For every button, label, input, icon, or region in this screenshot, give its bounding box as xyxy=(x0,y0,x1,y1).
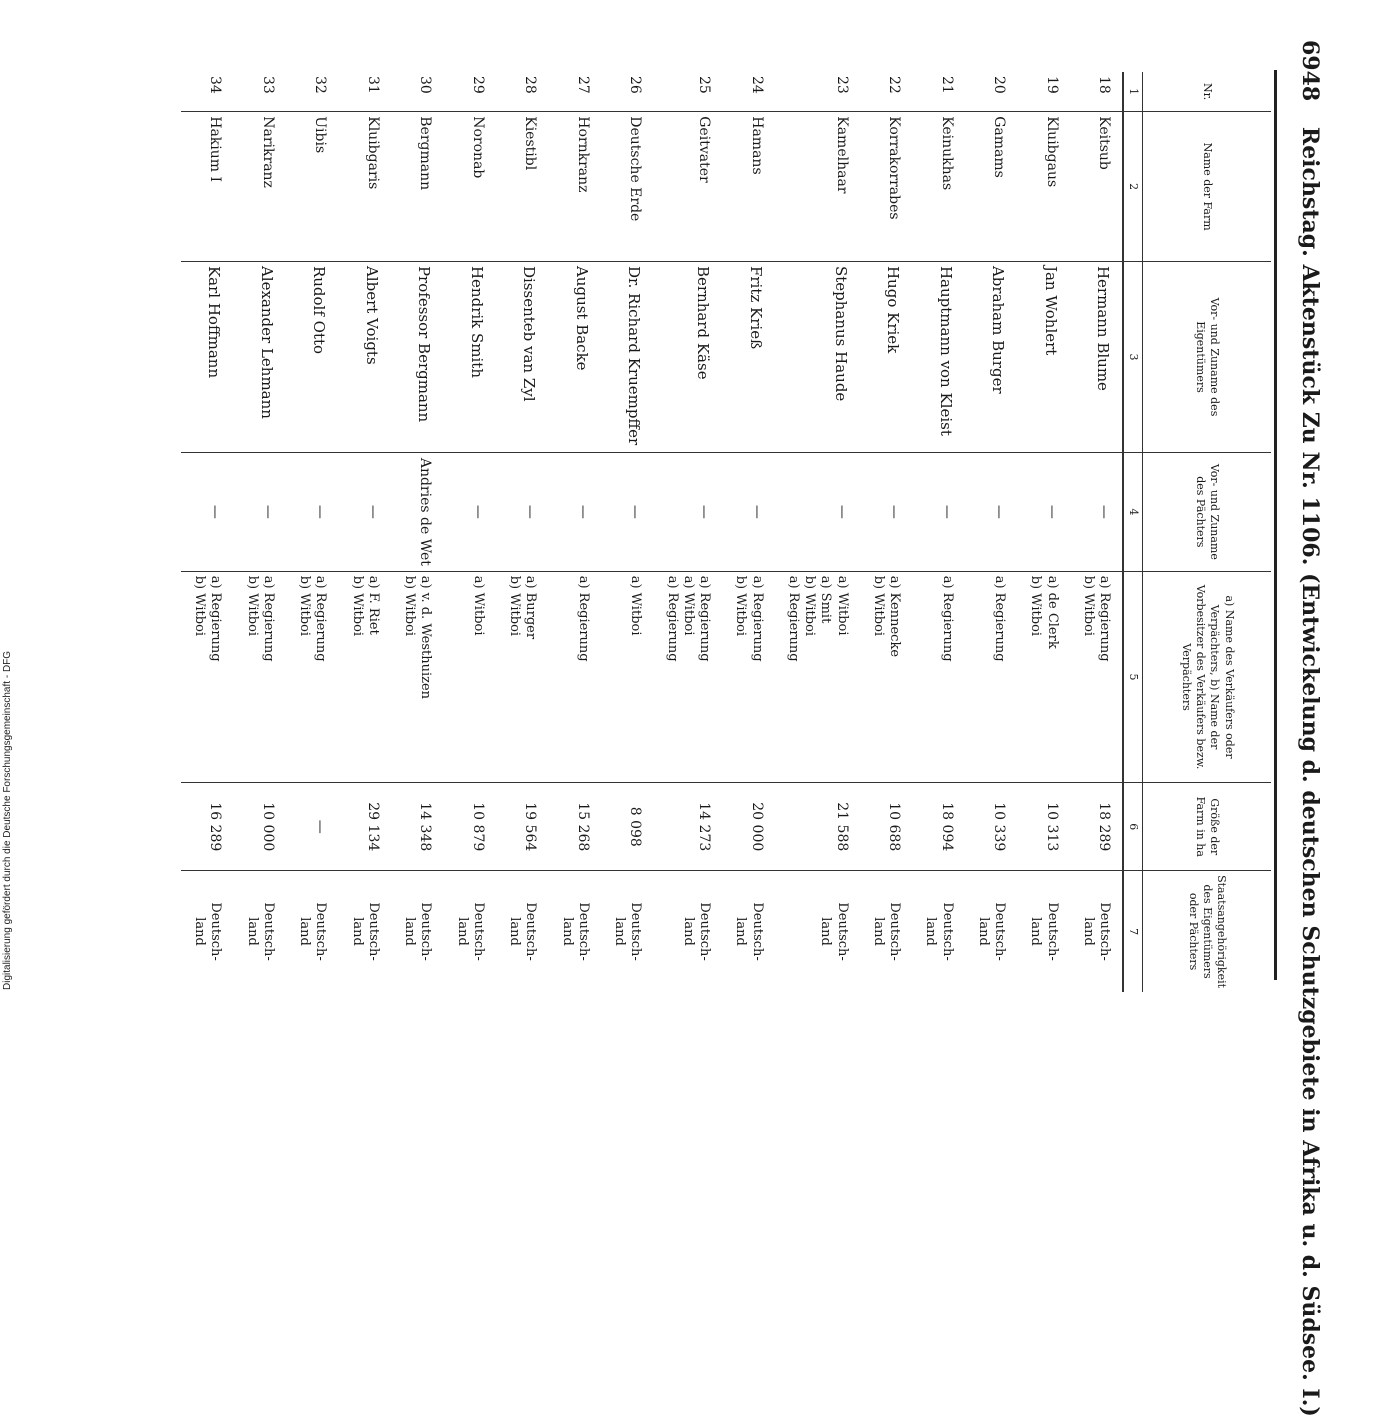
table-row xyxy=(444,72,497,992)
col-num-6: 6 xyxy=(1123,783,1142,871)
cell-owner: Dr. Richard Kruempffer xyxy=(601,261,654,452)
cell-seller: a) Witboi xyxy=(444,571,497,783)
cell-nationality: Deutsch- land xyxy=(923,902,955,961)
cell-tenant: Andries de Wet xyxy=(391,452,444,571)
cell-nationality: Deutsch- land xyxy=(733,902,765,961)
col-num-5: 5 xyxy=(1123,571,1142,783)
cell-owner: Professor Bergmann xyxy=(391,261,444,452)
cell-nationality: Deutsch- land xyxy=(1028,902,1060,961)
cell-owner: Fritz Krieß xyxy=(722,261,775,452)
col-header-tenant: Vor- und Zuname des Pächters xyxy=(1143,452,1272,571)
cell-size: 10 339 xyxy=(965,783,1018,871)
cell-seller: a) Regierung b) Witboi xyxy=(722,571,775,783)
cell-farm-name: Narikranz xyxy=(234,112,287,262)
cell-tenant: — xyxy=(722,452,775,571)
cell-farm-name: Uibis xyxy=(286,112,339,262)
cell-owner: Hugo Kriek xyxy=(860,261,913,452)
cell-owner: Hauptmann von Kleist xyxy=(912,261,965,452)
cell-size: — xyxy=(286,783,339,871)
cell-size: 19 564 xyxy=(496,783,549,871)
table-body xyxy=(181,72,1123,992)
cell-nr: 27 xyxy=(549,72,602,112)
cell-nr: 24 xyxy=(722,72,775,112)
cell-nr: 23 xyxy=(775,72,860,112)
col-num-1: 1 xyxy=(1123,72,1142,112)
cell-tenant: — xyxy=(860,452,913,571)
cell-seller: a) Burger b) Witboi xyxy=(496,571,549,783)
cell-farm-name: Keinukhas xyxy=(912,112,965,262)
cell-tenant: — xyxy=(181,452,234,571)
cell-farm-name: Kluibgaris xyxy=(339,112,392,262)
cell-seller: a) F. Riet b) Witboi xyxy=(339,571,392,783)
cell-tenant: — xyxy=(444,452,497,571)
cell-farm-name: Kiestibl xyxy=(496,112,549,262)
table-row xyxy=(391,72,444,992)
cell-tenant: — xyxy=(965,452,1018,571)
table-row xyxy=(722,72,775,992)
table-row xyxy=(549,72,602,992)
cell-nr: 26 xyxy=(601,72,654,112)
cell-farm-name: Gamams xyxy=(965,112,1018,262)
cell-nr: 29 xyxy=(444,72,497,112)
table-row xyxy=(234,72,287,992)
col-header-owner: Vor- und Zuname des Eigentümers xyxy=(1143,261,1272,452)
cell-seller: a) Witboi xyxy=(601,571,654,783)
cell-farm-name: Kamelhaar xyxy=(775,112,860,262)
cell-tenant: — xyxy=(654,452,723,571)
cell-owner: Rudolf Otto xyxy=(286,261,339,452)
header-rule xyxy=(1274,70,1277,980)
page-title: Reichstag. Aktenstück Zu Nr. 1106. (Entwickelung d. deutschen Schutzgebiete in Afrika u. d. Südsee. I.) xyxy=(1297,126,1323,1417)
cell-nr: 18 xyxy=(1070,72,1124,112)
table-row xyxy=(1070,72,1124,992)
cell-size: 8 098 xyxy=(601,783,654,871)
cell-farm-name: Korrakorrabes xyxy=(860,112,913,262)
cell-nr: 28 xyxy=(496,72,549,112)
table-row xyxy=(601,72,654,992)
cell-tenant: — xyxy=(286,452,339,571)
cell-seller: a) Regierung a) Witboi a) Regierung xyxy=(654,571,723,783)
cell-tenant: — xyxy=(1017,452,1070,571)
cell-seller: a) Regierung b) Witboi xyxy=(1070,571,1124,783)
cell-tenant: — xyxy=(601,452,654,571)
cell-farm-name: Hamans xyxy=(722,112,775,262)
cell-farm-name: Geitvater xyxy=(654,112,723,262)
cell-seller: a) de Clerk b) Witboi xyxy=(1017,571,1070,783)
cell-owner: Karl Hoffmann xyxy=(181,261,234,452)
cell-tenant: — xyxy=(775,452,860,571)
cell-owner: Stephanus Haude xyxy=(775,261,860,452)
cell-nr: 31 xyxy=(339,72,392,112)
cell-size: 18 094 xyxy=(912,783,965,871)
cell-nr: 25 xyxy=(654,72,723,112)
cell-farm-name: Noronab xyxy=(444,112,497,262)
cell-seller: a) Regierung b) Witboi xyxy=(234,571,287,783)
cell-nationality: Deutsch- land xyxy=(454,902,486,961)
table-row xyxy=(775,72,860,992)
cell-tenant: — xyxy=(1070,452,1124,571)
column-number-row xyxy=(1123,72,1142,992)
cell-tenant: — xyxy=(912,452,965,571)
cell-nationality: Deutsch- land xyxy=(402,902,434,961)
col-num-2: 2 xyxy=(1123,112,1142,262)
footer-credit xyxy=(0,0,20,1000)
cell-owner: Alexander Lehmann xyxy=(234,261,287,452)
col-header-nr: Nr. xyxy=(1143,72,1272,112)
cell-size: 10 688 xyxy=(860,783,913,871)
table-row xyxy=(860,72,913,992)
cell-nr: 33 xyxy=(234,72,287,112)
footer-text: Digitalisierung gefördert durch die Deutsche Forschungsgemeinschaft - DFG xyxy=(2,650,13,990)
page-number: 6948 xyxy=(1297,40,1323,102)
cell-nationality: Deutsch- land xyxy=(192,902,224,961)
table-header-row xyxy=(1143,72,1272,992)
col-num-3: 3 xyxy=(1123,261,1142,452)
cell-nr: 30 xyxy=(391,72,444,112)
cell-size: 10 000 xyxy=(234,783,287,871)
cell-seller: a) Regierung xyxy=(912,571,965,783)
cell-nr: 21 xyxy=(912,72,965,112)
table-row xyxy=(339,72,392,992)
cell-nationality: Deutsch- land xyxy=(349,902,381,961)
cell-size: 20 000 xyxy=(722,783,775,871)
cell-size: 14 348 xyxy=(391,783,444,871)
cell-nr: 32 xyxy=(286,72,339,112)
cell-size: 16 289 xyxy=(181,783,234,871)
cell-owner: Dissenteb van Zyl xyxy=(496,261,549,452)
cell-nationality: Deutsch- land xyxy=(818,902,850,961)
cell-seller: a) Regierung b) Witboi xyxy=(286,571,339,783)
cell-nationality: Deutsch- land xyxy=(507,902,539,961)
cell-farm-name: Hornkranz xyxy=(549,112,602,262)
cell-farm-name: Bergmann xyxy=(391,112,444,262)
cell-owner: Hendrik Smith xyxy=(444,261,497,452)
col-num-7: 7 xyxy=(1123,871,1142,992)
cell-seller: a) Regierung xyxy=(549,571,602,783)
cell-nationality: Deutsch- land xyxy=(297,902,329,961)
col-header-farm: Name der Farm xyxy=(1143,112,1272,262)
farm-table xyxy=(181,72,1271,992)
table-row xyxy=(496,72,549,992)
cell-farm-name: Keitsub xyxy=(1070,112,1124,262)
cell-owner: Abraham Burger xyxy=(965,261,1018,452)
cell-nationality: Deutsch- land xyxy=(612,902,644,961)
table-row xyxy=(912,72,965,992)
table-row xyxy=(654,72,723,992)
cell-owner: Jan Wohlert xyxy=(1017,261,1070,452)
cell-size: 14 273 xyxy=(654,783,723,871)
col-header-size: Größe der Farm in ha xyxy=(1143,783,1272,871)
cell-owner: Hermann Blume xyxy=(1070,261,1124,452)
col-header-seller: a) Name des Verkäufers oder Verpächters, b) Name der Vorbesitzer des Verkäufers bezw. Verpächters xyxy=(1143,571,1272,783)
cell-tenant: — xyxy=(339,452,392,571)
col-num-4: 4 xyxy=(1123,452,1142,571)
cell-tenant: — xyxy=(549,452,602,571)
table-row xyxy=(1017,72,1070,992)
cell-nr: 34 xyxy=(181,72,234,112)
cell-owner: Bernhard Käse xyxy=(654,261,723,452)
cell-size: 18 289 xyxy=(1070,783,1124,871)
cell-nr: 19 xyxy=(1017,72,1070,112)
table-row xyxy=(286,72,339,992)
cell-nationality: Deutsch- land xyxy=(871,902,903,961)
cell-size: 29 134 xyxy=(339,783,392,871)
cell-nationality: Deutsch- land xyxy=(976,902,1008,961)
cell-size: 21 588 xyxy=(775,783,860,871)
cell-nationality: Deutsch- land xyxy=(1081,902,1113,961)
cell-farm-name: Deutsche Erde xyxy=(601,112,654,262)
cell-owner: Albert Voigts xyxy=(339,261,392,452)
cell-size: 10 879 xyxy=(444,783,497,871)
cell-tenant: — xyxy=(234,452,287,571)
cell-nationality: Deutsch- land xyxy=(559,902,591,961)
cell-nr: 22 xyxy=(860,72,913,112)
cell-seller: a) v. d. Westhuizen b) Witboi xyxy=(391,571,444,783)
col-header-nationality: Staatsangehörigkeit des Eigentümers oder Pächters xyxy=(1186,875,1229,989)
cell-nr: 20 xyxy=(965,72,1018,112)
cell-farm-name: Kluibgaus xyxy=(1017,112,1070,262)
cell-nationality: Deutsch- land xyxy=(244,902,276,961)
cell-size: 10 313 xyxy=(1017,783,1070,871)
cell-size: 15 268 xyxy=(549,783,602,871)
cell-tenant: — xyxy=(496,452,549,571)
cell-seller: a) Regierung b) Witboi xyxy=(181,571,234,783)
page-header xyxy=(1273,40,1323,1417)
table-row xyxy=(181,72,234,992)
cell-nationality: Deutsch- land xyxy=(681,902,713,961)
cell-seller: a) Kennecke b) Witboi xyxy=(860,571,913,783)
cell-farm-name: Hakium I xyxy=(181,112,234,262)
cell-seller: a) Witboi a) Smit b) Witboi a) Regierung xyxy=(775,571,860,783)
cell-owner: August Backe xyxy=(549,261,602,452)
table-row xyxy=(965,72,1018,992)
cell-seller: a) Regierung xyxy=(965,571,1018,783)
